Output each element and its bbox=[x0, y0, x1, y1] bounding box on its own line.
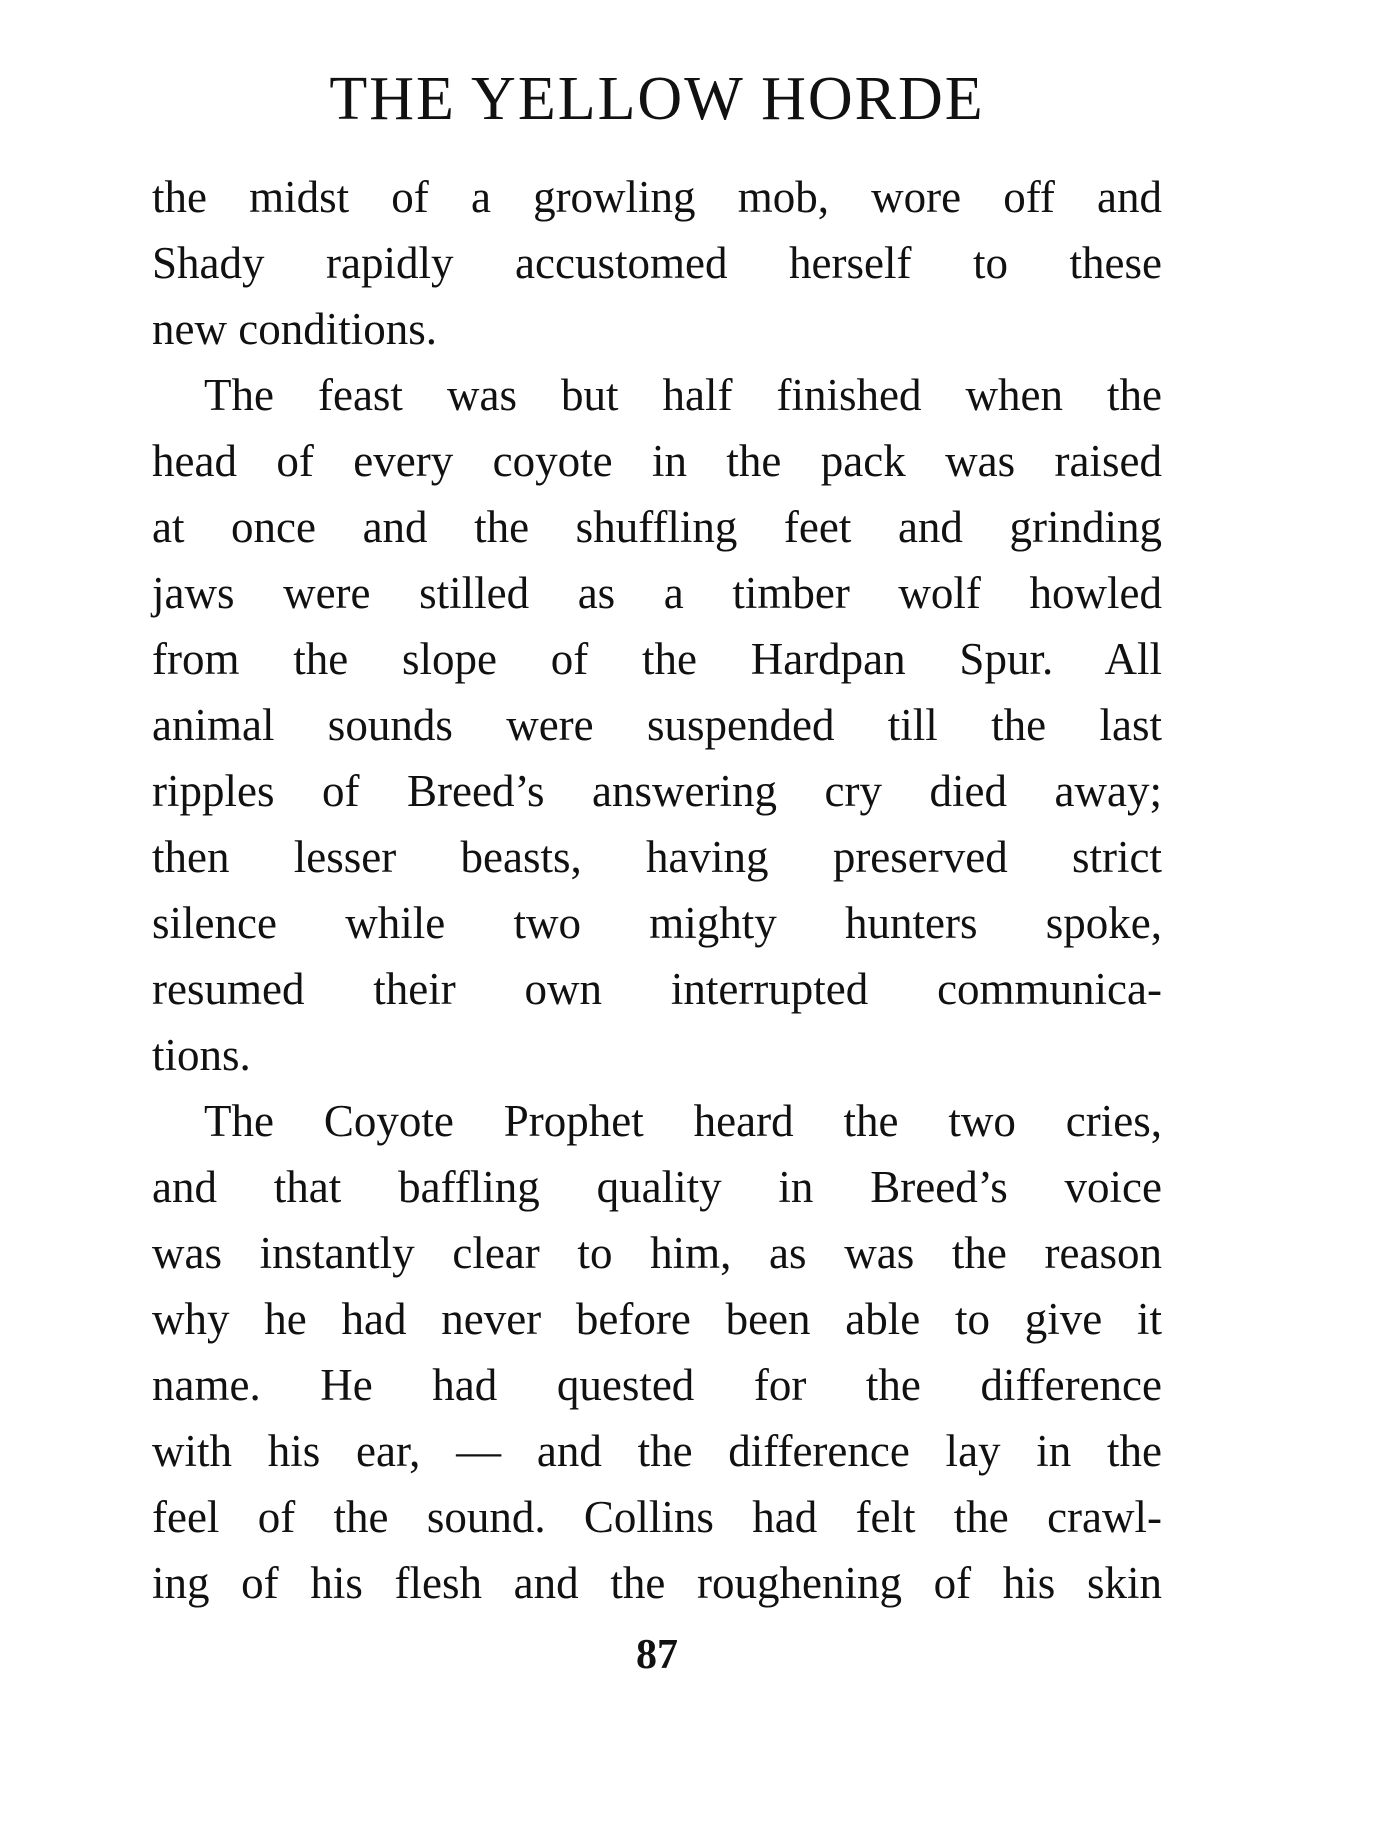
text-line: tions. bbox=[152, 1030, 251, 1080]
text-line: ing of his flesh and the roughening of his skin bbox=[152, 1558, 1162, 1608]
text-line: silence while two mighty hunters spoke, bbox=[152, 898, 1162, 948]
text-line: The feast was but half finished when the bbox=[204, 370, 1162, 420]
text-line: the midst of a growling mob, wore off and bbox=[152, 172, 1162, 222]
text-line: with his ear, — and the difference lay in the bbox=[152, 1426, 1162, 1476]
text-line: Shady rapidly accustomed herself to these bbox=[152, 238, 1162, 288]
text-line: ripples of Breed’s answering cry died away; bbox=[152, 766, 1162, 816]
running-head: THE YELLOW HORDE bbox=[329, 65, 985, 133]
text-line: was instantly clear to him, as was the reason bbox=[152, 1228, 1162, 1278]
text-line: at once and the shuffling feet and grinding bbox=[152, 502, 1162, 552]
text-line: feel of the sound. Collins had felt the crawl- bbox=[152, 1492, 1162, 1542]
paragraph bbox=[152, 164, 1162, 362]
text-line: The Coyote Prophet heard the two cries, bbox=[204, 1096, 1162, 1146]
text-line: animal sounds were suspended till the last bbox=[152, 700, 1162, 750]
paragraph bbox=[152, 1088, 1162, 1616]
text-line: and that baffling quality in Breed’s voice bbox=[152, 1162, 1162, 1212]
text-line: then lesser beasts, having preserved strict bbox=[152, 832, 1162, 882]
text-line: from the slope of the Hardpan Spur. All bbox=[152, 634, 1162, 684]
text-line: resumed their own interrupted communica- bbox=[152, 964, 1162, 1014]
page-number: 87 bbox=[636, 1632, 678, 1678]
text-line: name. He had quested for the difference bbox=[152, 1360, 1162, 1410]
text-line: jaws were stilled as a timber wolf howled bbox=[152, 568, 1162, 618]
text-line: new conditions. bbox=[152, 304, 437, 354]
paragraph bbox=[152, 362, 1162, 1088]
text-line: why he had never before been able to give it bbox=[152, 1294, 1162, 1344]
body-text bbox=[152, 164, 1162, 1616]
text-line: head of every coyote in the pack was raised bbox=[152, 436, 1162, 486]
